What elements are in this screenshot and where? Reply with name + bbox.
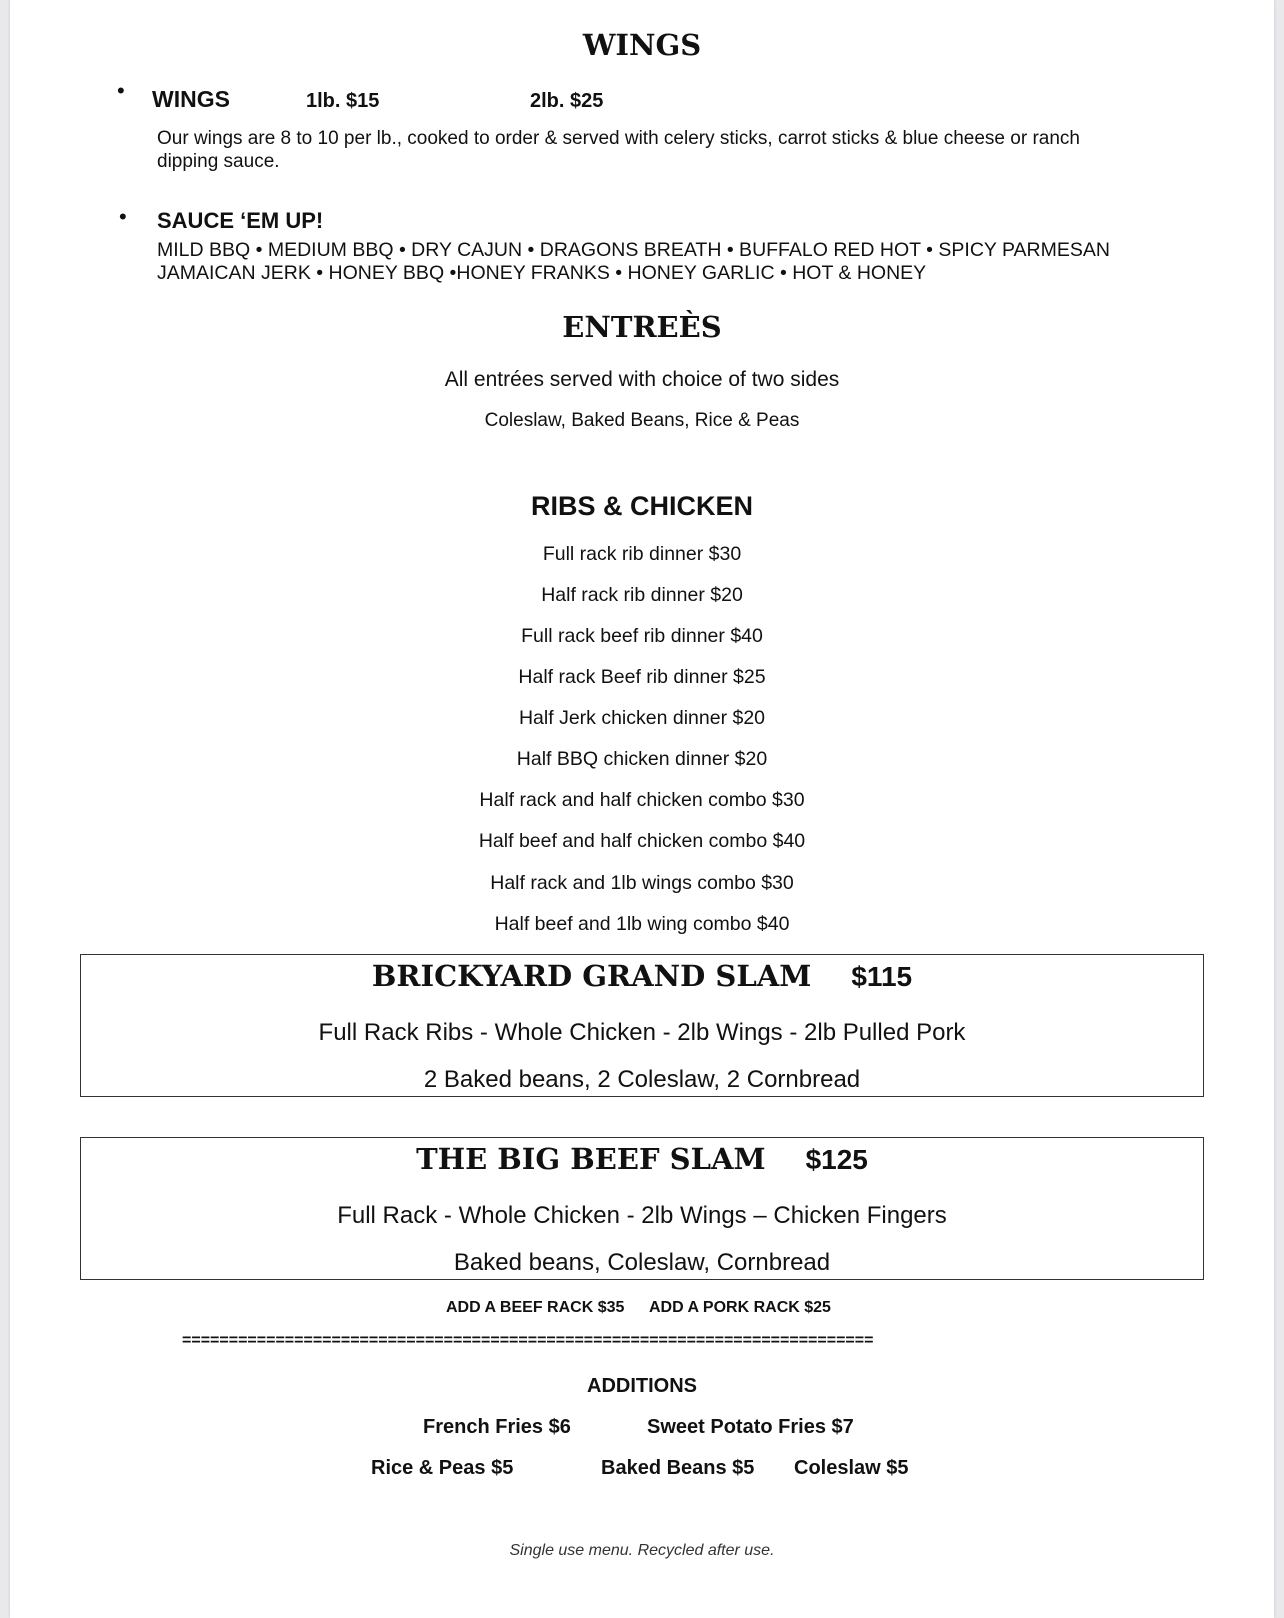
ribs-item: Half rack and half chicken combo $30 bbox=[479, 789, 805, 811]
ribs-item: Half rack Beef rib dinner $25 bbox=[518, 666, 766, 688]
ribs-item: Half beef and half chicken combo $40 bbox=[478, 830, 806, 852]
ribs-item: Half Jerk chicken dinner $20 bbox=[518, 707, 766, 729]
ribs-item: Full rack rib dinner $30 bbox=[542, 543, 742, 565]
addition-french-fries: French Fries $6 bbox=[423, 1416, 571, 1438]
ribs-item: Half rack and 1lb wings combo $30 bbox=[490, 872, 794, 894]
entrees-note: All entrées served with choice of two sides bbox=[444, 368, 840, 391]
entrees-heading: ENTREÈS bbox=[562, 310, 722, 344]
additions-heading: ADDITIONS bbox=[587, 1375, 697, 1397]
bullet-dot: • bbox=[117, 78, 125, 103]
ribs-chicken-heading: RIBS & CHICKEN bbox=[530, 491, 753, 521]
addition-sweet-potato-fries: Sweet Potato Fries $7 bbox=[647, 1416, 854, 1438]
grand-slam-title: BRICKYARD GRAND SLAM bbox=[371, 959, 812, 993]
addition-coleslaw: Coleslaw $5 bbox=[794, 1457, 909, 1479]
footer-note: Single use menu. Recycled after use. bbox=[509, 1542, 775, 1559]
ribs-item: Half rack rib dinner $20 bbox=[541, 584, 743, 606]
beef-slam-box bbox=[80, 1137, 1204, 1280]
beef-slam-title: THE BIG BEEF SLAM bbox=[416, 1142, 766, 1176]
wings-item-name: WINGS bbox=[152, 86, 230, 112]
add-beef-rack: ADD A BEEF RACK $35 bbox=[446, 1299, 625, 1316]
beef-slam-line2: Baked beans, Coleslaw, Cornbread bbox=[453, 1249, 831, 1276]
bullet-dot: • bbox=[119, 204, 127, 229]
sauces-line1: MILD BBQ • MEDIUM BBQ • DRY CAJUN • DRAGONS BREATH • BUFFALO RED HOT • SPICY PARMESAN bbox=[157, 239, 1110, 261]
grand-slam-price: $115 bbox=[851, 961, 913, 992]
divider-line: ========================================================================== bbox=[182, 1332, 874, 1349]
ribs-item: Half BBQ chicken dinner $20 bbox=[516, 748, 768, 770]
beef-slam-line1: Full Rack - Whole Chicken - 2lb Wings – Chicken Fingers bbox=[337, 1202, 947, 1229]
grand-slam-line1: Full Rack Ribs - Whole Chicken - 2lb Wings - 2lb Pulled Pork bbox=[318, 1019, 966, 1046]
add-pork-rack: ADD A PORK RACK $25 bbox=[649, 1299, 831, 1316]
entrees-sides: Coleslaw, Baked Beans, Rice & Peas bbox=[484, 410, 800, 431]
grand-slam-title-row bbox=[81, 959, 1203, 993]
sauces-line2: JAMAICAN JERK • HONEY BBQ •HONEY FRANKS • HONEY GARLIC • HOT & HONEY bbox=[157, 262, 927, 284]
beef-slam-title-row bbox=[81, 1142, 1203, 1176]
addition-baked-beans: Baked Beans $5 bbox=[601, 1457, 755, 1479]
sauces-title: SAUCE ‘EM UP! bbox=[157, 208, 324, 233]
wings-description-line2: dipping sauce. bbox=[157, 151, 280, 172]
wings-heading: WINGS bbox=[582, 28, 702, 62]
ribs-item: Full rack beef rib dinner $40 bbox=[521, 625, 763, 647]
grand-slam-line2: 2 Baked beans, 2 Coleslaw, 2 Cornbread bbox=[423, 1066, 861, 1093]
beef-slam-price: $125 bbox=[805, 1144, 868, 1175]
addition-rice-peas: Rice & Peas $5 bbox=[371, 1457, 514, 1479]
wings-price-1lb: 1lb. $15 bbox=[306, 90, 380, 112]
wings-description-line1: Our wings are 8 to 10 per lb., cooked to order & served with celery sticks, carrot sticks & blue cheese or ranch bbox=[157, 128, 1080, 149]
grand-slam-box bbox=[80, 954, 1204, 1097]
ribs-item: Half beef and 1lb wing combo $40 bbox=[494, 913, 790, 935]
wings-price-2lb: 2lb. $25 bbox=[530, 90, 604, 112]
